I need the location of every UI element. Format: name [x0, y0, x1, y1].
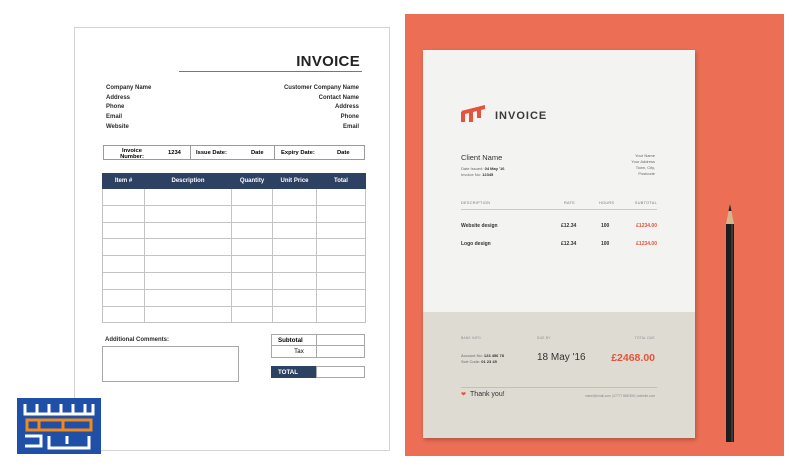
- bank-info-label: BANK INFO: [461, 336, 481, 340]
- date-issued-label: Date Issued:: [461, 166, 484, 171]
- invoice-meta-box: [103, 145, 365, 160]
- tax-row: [271, 346, 365, 358]
- invoice-number-label: [110, 148, 154, 160]
- thank-you-text: Thank you!: [470, 391, 505, 398]
- table-cell: [273, 222, 317, 239]
- sort-code-value: 01 23 45: [481, 359, 497, 364]
- table-cell: [232, 239, 273, 256]
- account-no-label: Account No:: [461, 353, 483, 358]
- brand-logo-icon: [17, 398, 101, 454]
- date-issued-value: 04 May '16: [484, 166, 505, 171]
- sender-postcode: Postcode: [638, 171, 655, 176]
- total-label: TOTAL: [271, 366, 317, 378]
- table-cell: [232, 289, 273, 306]
- table-cell: [317, 222, 366, 239]
- issue-date-label: Issue Date:: [196, 150, 227, 156]
- meta-divider: [274, 146, 275, 159]
- item-rate: £12.34: [561, 223, 577, 229]
- table-cell: [273, 272, 317, 289]
- table-cell: [145, 239, 232, 256]
- table-cell: [232, 205, 273, 222]
- column-hours: HOURS: [599, 201, 615, 205]
- sender-town: Town, City,: [635, 165, 655, 170]
- sort-code-label: Sort Code:: [461, 359, 481, 364]
- account-no-value: 123 456 78: [483, 353, 504, 358]
- column-header-description: Description: [145, 174, 232, 189]
- column-header-unit-price: Unit Price: [273, 174, 317, 189]
- invoice-brand-icon: [461, 105, 485, 122]
- table-cell: [103, 222, 145, 239]
- total-row: [271, 366, 365, 378]
- item-rate: £12.34: [561, 241, 577, 247]
- table-cell: [145, 256, 232, 273]
- subtotal-label: Subtotal: [271, 334, 317, 346]
- item-description: Website design: [461, 223, 498, 229]
- customer-phone: Phone: [340, 114, 359, 121]
- brand-logo: [17, 398, 101, 454]
- table-row: [103, 205, 366, 222]
- table-row: [103, 272, 366, 289]
- company-phone: Phone: [106, 104, 125, 111]
- column-header-item: Item #: [103, 174, 145, 189]
- table-cell: [145, 222, 232, 239]
- customer-email: Email: [342, 123, 359, 130]
- company-website: Website: [106, 123, 129, 130]
- invoice-paper: [423, 50, 695, 438]
- title-underline: [179, 71, 362, 72]
- due-date-value: 18 May '16: [537, 352, 586, 363]
- item-subtotal: £1234.00: [636, 241, 657, 247]
- invoice-no-value: 12345: [482, 172, 494, 177]
- client-name: Client Name: [461, 153, 503, 162]
- table-cell: [232, 272, 273, 289]
- company-address: Address: [106, 94, 131, 101]
- photo-invoice-title: INVOICE: [495, 110, 548, 122]
- item-hours: 100: [601, 241, 610, 247]
- additional-comments-label: Additional Comments:: [105, 337, 169, 343]
- subtotal-value-cell: [316, 334, 365, 346]
- heart-icon: ❤: [461, 392, 467, 398]
- table-cell: [273, 189, 317, 206]
- client-meta: [461, 166, 504, 178]
- table-cell: [145, 289, 232, 306]
- table-cell: [103, 239, 145, 256]
- sender-address: [631, 153, 655, 177]
- additional-comments-box: [102, 346, 239, 382]
- issue-date-value: Date: [251, 150, 264, 156]
- column-header-total: Total: [317, 174, 366, 189]
- table-cell: [273, 205, 317, 222]
- list-item: [461, 241, 657, 249]
- invoice-number-value: 1234: [168, 150, 181, 156]
- item-subtotal: £1234.00: [636, 223, 657, 229]
- table-cell: [145, 189, 232, 206]
- table-cell: [103, 189, 145, 206]
- total-due-label: TOTAL DUE: [634, 336, 655, 340]
- invoice-no-label: Invoice No:: [461, 172, 482, 177]
- customer-contact-name: Contact Name: [318, 94, 359, 101]
- table-cell: [232, 222, 273, 239]
- table-cell: [317, 306, 366, 323]
- column-description: DESCRIPTION: [461, 201, 491, 205]
- table-cell: [232, 189, 273, 206]
- table-cell: [317, 205, 366, 222]
- totals-block: [271, 334, 365, 378]
- paper-footer-band: [423, 312, 695, 438]
- table-cell: [273, 306, 317, 323]
- customer-address: Address: [334, 104, 359, 111]
- line-items-table: [102, 173, 366, 323]
- table-cell: [273, 256, 317, 273]
- invoice-photo: [405, 14, 784, 456]
- company-email: Email: [106, 114, 123, 121]
- column-header-quantity: Quantity: [232, 174, 273, 189]
- table-header-row: [103, 174, 366, 189]
- invoice-number-label-line2: Number:: [120, 153, 144, 160]
- invoice-title: INVOICE: [296, 53, 360, 70]
- table-row: [103, 239, 366, 256]
- meta-divider: [190, 146, 191, 159]
- table-cell: [232, 306, 273, 323]
- table-cell: [232, 256, 273, 273]
- column-subtotal: SUBTOTAL: [634, 201, 657, 205]
- table-cell: [103, 289, 145, 306]
- table-cell: [103, 205, 145, 222]
- table-cell: [317, 289, 366, 306]
- table-row: [103, 222, 366, 239]
- bank-details: [461, 353, 504, 365]
- table-cell: [145, 205, 232, 222]
- tax-value-cell: [316, 346, 365, 358]
- expiry-date-label: Expiry Date:: [281, 150, 315, 156]
- subtotal-row: [271, 334, 365, 346]
- header-divider: [461, 209, 657, 210]
- customer-company-name: Customer Company Name: [283, 85, 359, 91]
- column-rate: RATE: [564, 201, 576, 205]
- sender-street: Your Address: [631, 159, 655, 164]
- item-hours: 100: [601, 223, 610, 229]
- due-by-label: DUE BY: [537, 336, 551, 340]
- table-row: [103, 189, 366, 206]
- table-cell: [317, 189, 366, 206]
- table-cell: [103, 306, 145, 323]
- table-cell: [273, 289, 317, 306]
- contact-line: name@email.com | 07777 888 555 | website.com: [585, 394, 655, 398]
- invoice-template-page: [74, 27, 390, 451]
- tax-label: Tax: [271, 346, 317, 358]
- thank-you-line: [461, 391, 505, 398]
- item-description: Logo design: [461, 241, 491, 247]
- table-row: [103, 256, 366, 273]
- company-info-block: [106, 84, 151, 133]
- pencil-icon: [725, 204, 735, 442]
- table-cell: [103, 272, 145, 289]
- table-cell: [317, 256, 366, 273]
- footer-divider: [461, 387, 657, 388]
- table-cell: [145, 272, 232, 289]
- customer-info-block: [284, 84, 359, 133]
- total-value-cell: [316, 366, 365, 378]
- table-cell: [103, 256, 145, 273]
- total-due-value: £2468.00: [611, 352, 655, 364]
- table-cell: [317, 239, 366, 256]
- invoice-number-label-line1: Invoice: [122, 147, 142, 154]
- table-row: [103, 289, 366, 306]
- expiry-date-value: Date: [337, 150, 350, 156]
- table-row: [103, 306, 366, 323]
- table-cell: [145, 306, 232, 323]
- sender-name: Your Name: [635, 153, 655, 158]
- table-cell: [317, 272, 366, 289]
- table-cell: [273, 239, 317, 256]
- company-name: Company Name: [106, 85, 152, 91]
- list-item: [461, 223, 657, 231]
